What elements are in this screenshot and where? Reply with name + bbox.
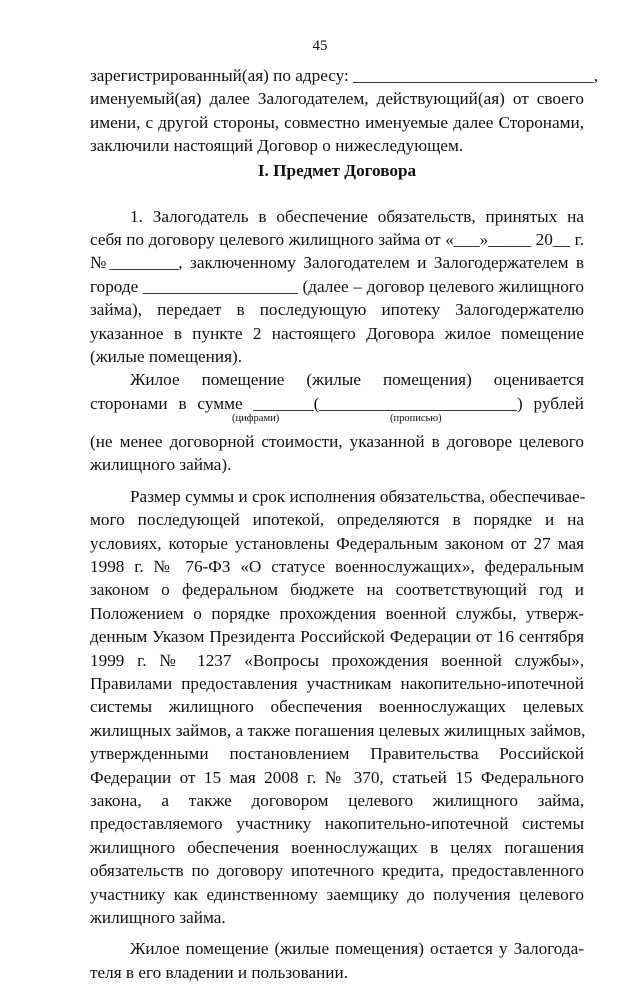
text-line: №________, заключенному Залогодателем и Залогодержателем в: [90, 253, 584, 273]
text-line: жилищных займов, а также погашения целевых жилищных займов,: [90, 720, 586, 740]
text-line: (жилые помещения).: [90, 346, 243, 366]
text-line: предоставляемого участнику накопительно-ипотечной системы: [90, 814, 584, 834]
paragraph-3: [90, 485, 584, 929]
caption-words: (прописью): [390, 413, 442, 425]
text-line: зарегистрированный(ая) по адресу: ____________________________,: [90, 66, 599, 85]
text-line: Правилами предоставления участникам накопительно-ипотечной: [90, 673, 584, 693]
intro-paragraph: [90, 64, 599, 158]
text-line: утвержденными постановлением Правительства Российской: [90, 744, 584, 764]
text-line: мого последующей ипотекой, определяются в порядке и на: [90, 510, 584, 530]
text-line: имени, с другой стороны, совместно именуемые далее Сторонами,: [90, 112, 584, 132]
paragraph-2: [90, 368, 584, 477]
text-line: жилищного займа).: [90, 455, 232, 475]
text-line: участнику как единственному заемщику до получения целевого: [90, 884, 584, 904]
text-line: Федерации от 15 мая 2008 г. № 370, статьей 15 Федерального: [90, 767, 584, 787]
text-line: именуемый(ая) далее Залогодателем, действующий(ая) от своего: [90, 89, 584, 109]
text-line: жилищного займа.: [90, 907, 226, 927]
text-line: Положением о порядке прохождения военной службы, утверж-: [90, 603, 584, 623]
text-line: закона, а также договором целевого жилищного займа,: [90, 790, 584, 810]
text-line: Размер суммы и срок исполнения обязательства, обеспечивае-: [130, 486, 586, 506]
caption-digits: (цифрами): [232, 413, 280, 425]
section-heading: I. Предмет Договора: [257, 160, 417, 180]
text-line: законом о федеральном бюджете на соответствующий год и: [90, 580, 584, 600]
text-line: займа), передает в последующую ипотеку Залогодержателю: [90, 300, 584, 320]
paragraph-1: [90, 205, 584, 369]
text-line: денным Указом Президента Российской Федерации от 16 сентября: [90, 627, 584, 647]
text-line: заключили настоящий Договор о нижеследующем.: [90, 136, 464, 156]
text-line: указанное в пункте 2 настоящего Договора жилое помещение: [90, 323, 584, 343]
text-line: условиях, которые установлены Федеральным законом от 27 мая: [90, 533, 584, 553]
text-line: Жилое помещение (жилые помещения) остается у Залогода-: [130, 939, 584, 959]
text-line: жилищного обеспечения военнослужащих в целях погашения: [90, 837, 584, 857]
text-line: (не менее договорной стоимости, указанной в договоре целевого: [90, 432, 584, 452]
document-body: [90, 64, 599, 984]
text-line: теля в его владении и пользовании.: [90, 962, 348, 982]
page-number: 45: [312, 38, 328, 54]
text-line: сторонами в сумме _______(_______________________) рублей: [90, 393, 584, 413]
paragraph-4: [90, 937, 584, 984]
text-line: 1998 г. № 76-ФЗ «О статусе военнослужащих», федеральным: [90, 557, 584, 577]
text-line: Жилое помещение (жилые помещения) оценивается: [130, 370, 584, 390]
text-line: 1. Залогодатель в обеспечение обязательств, принятых на: [130, 206, 584, 226]
field-captions: [90, 415, 584, 430]
text-line: системы жилищного обеспечения военнослужащих целевых: [90, 697, 584, 717]
text-line: обязательств по договору ипотечного кредита, предоставленного: [90, 861, 584, 881]
text-line: 1999 г. № 1237 «Вопросы прохождения военной службы»,: [90, 650, 584, 670]
text-line: себя по договору целевого жилищного займа от «___»_____ 20__ г.: [90, 229, 584, 249]
text-line: городе __________________ (далее – договор целевого жилищного: [90, 276, 584, 296]
